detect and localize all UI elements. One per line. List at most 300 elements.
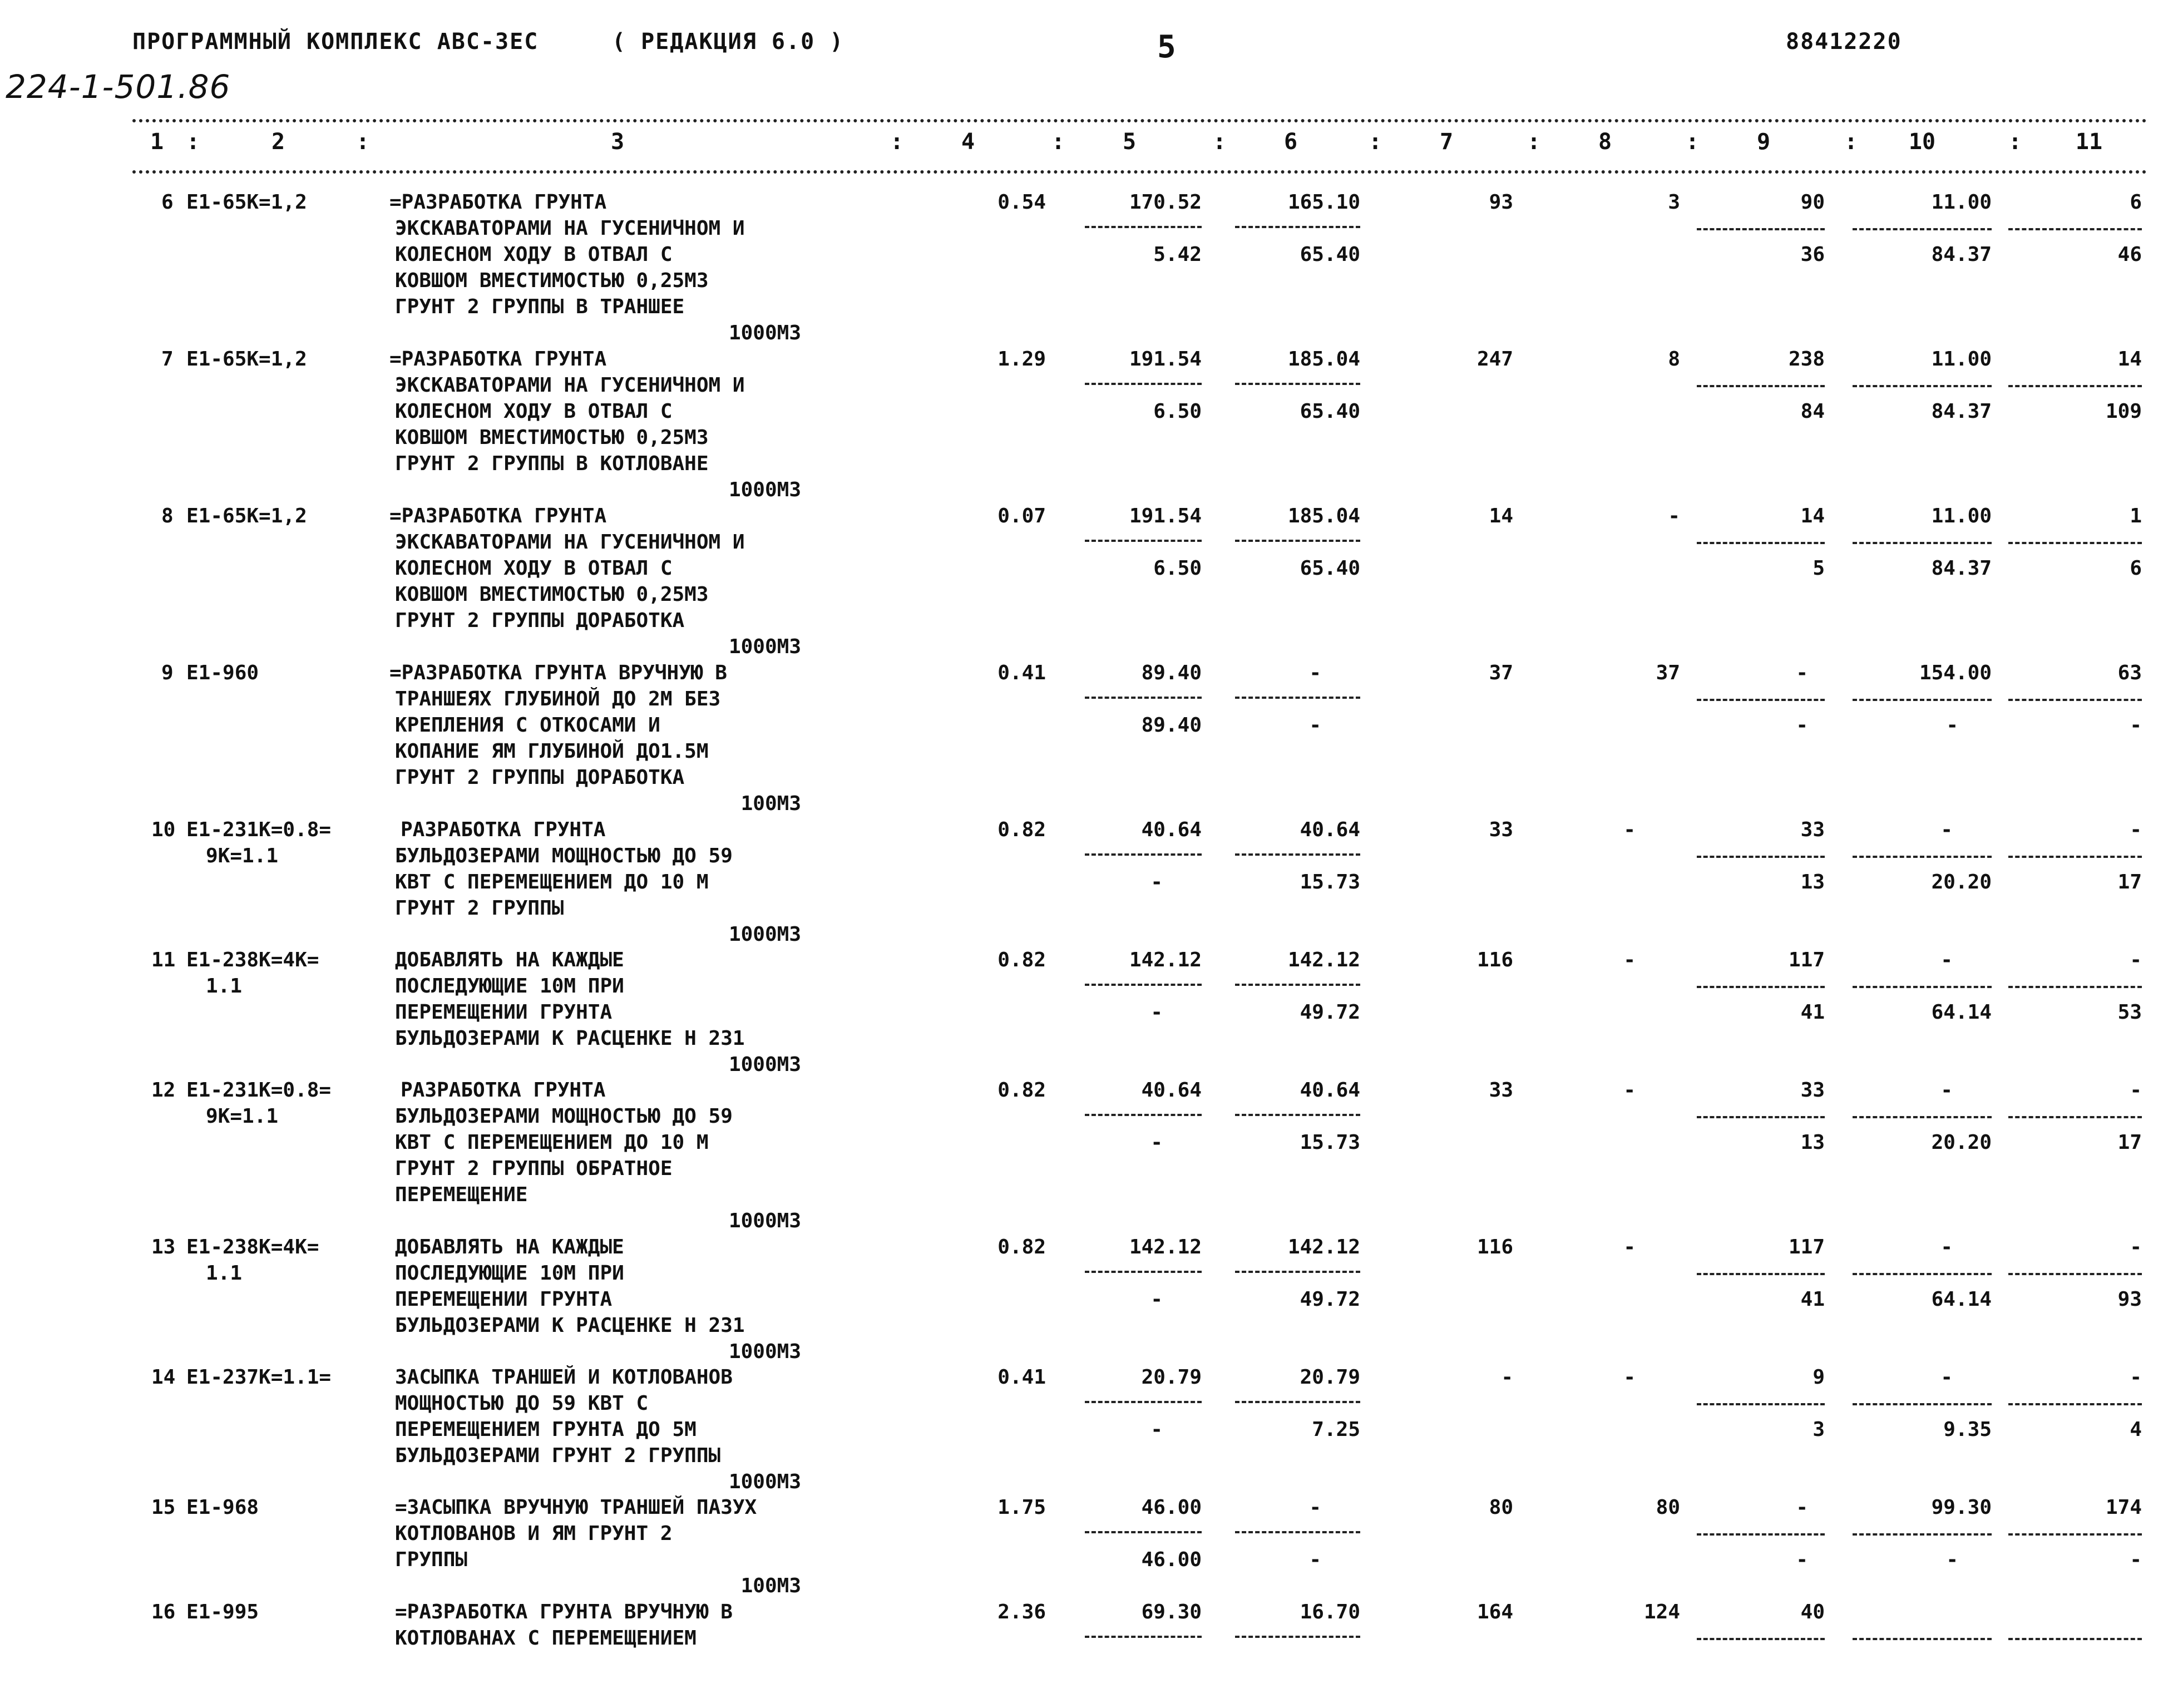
col5-subvalue: - xyxy=(1150,1418,1163,1441)
col6-value: 185.04 xyxy=(1287,348,1360,371)
col7-value: 116 xyxy=(1476,949,1513,971)
work-description: КОЛЕСНОМ ХОДУ В ОТВАЛ С xyxy=(395,400,673,423)
work-description: КОПАНИЕ ЯМ ГЛУБИНОЙ ДО1.5М xyxy=(395,740,709,763)
dash-separator xyxy=(1697,986,1825,988)
col10-value: 11.00 xyxy=(1931,505,1992,527)
col11-value: 174 xyxy=(2105,1496,2142,1519)
rate-code: Е1-238К=4К= xyxy=(186,1236,319,1258)
dash-separator xyxy=(2008,1533,2142,1536)
work-description: ЭКСКАВАТОРАМИ НА ГУСЕНИЧНОМ И xyxy=(395,374,745,397)
work-description: БУЛЬДОЗЕРАМИ МОЩНОСТЬЮ ДО 59 xyxy=(395,1105,733,1128)
quantity-cell: 0.41 xyxy=(997,662,1046,684)
col11-subvalue: 17 xyxy=(2117,1131,2142,1154)
col9-subvalue: 13 xyxy=(1800,1131,1825,1154)
dash-separator xyxy=(2008,1273,2142,1275)
dash-separator xyxy=(1853,1638,1992,1640)
dash-separator xyxy=(2008,385,2142,387)
col9-value: - xyxy=(1796,662,1808,684)
col6-subvalue: 65.40 xyxy=(1300,557,1360,580)
col11-subvalue: 17 xyxy=(2117,871,2142,894)
rate-code: 1.1 xyxy=(206,975,243,998)
col5-value: 40.64 xyxy=(1141,1079,1202,1102)
col6-subvalue: 65.40 xyxy=(1300,243,1360,266)
col6-value: 142.12 xyxy=(1287,949,1360,971)
col8-value: 3 xyxy=(1668,191,1680,214)
col9-value: 33 xyxy=(1800,1079,1825,1102)
rate-code: Е1-995 xyxy=(186,1601,259,1623)
col10-subvalue: 84.37 xyxy=(1931,400,1992,423)
col11-value: 1 xyxy=(2130,505,2142,527)
work-description: КОВШОМ ВМЕСТИМОСТЬЮ 0,25М3 xyxy=(395,269,709,292)
work-description: КВТ С ПЕРЕМЕЩЕНИЕМ ДО 10 М xyxy=(395,871,709,894)
col5-value: 170.52 xyxy=(1129,191,1202,214)
col7-value: 80 xyxy=(1489,1496,1513,1519)
dash-separator xyxy=(2008,856,2142,858)
col10-subvalue: - xyxy=(1946,1548,1958,1571)
col-5-header: 5 xyxy=(1122,129,1137,155)
row-number: 11 xyxy=(151,949,176,971)
unit-of-measure: 100М3 xyxy=(740,792,801,815)
work-description: ПЕРЕМЕЩЕНИЕМ ГРУНТА ДО 5М xyxy=(395,1418,697,1441)
dash-separator xyxy=(1697,856,1825,858)
col-7-header: 7 xyxy=(1439,129,1454,155)
quantity-cell: 0.54 xyxy=(997,191,1046,214)
col9-value: - xyxy=(1796,1496,1808,1519)
col-1-header: 1 xyxy=(150,129,164,155)
dash-separator xyxy=(1235,226,1360,228)
col9-value: 238 xyxy=(1788,348,1825,371)
col9-value: 33 xyxy=(1800,818,1825,841)
dash-separator xyxy=(1235,383,1360,385)
col-9-header: 9 xyxy=(1756,129,1771,155)
col6-value: 16.70 xyxy=(1300,1601,1360,1623)
col6-value: 185.04 xyxy=(1287,505,1360,527)
unit-of-measure: 100М3 xyxy=(740,1574,801,1597)
col-6-header: 6 xyxy=(1283,129,1298,155)
work-description: РАЗРАБОТКА ГРУНТА xyxy=(401,1079,606,1102)
col10-value: - xyxy=(1940,1366,1953,1389)
work-description: ГРУНТ 2 ГРУППЫ ОБРАТНОЕ xyxy=(395,1157,673,1180)
header-bottom-rule xyxy=(132,170,2147,174)
col7-value: 14 xyxy=(1489,505,1513,527)
dash-separator xyxy=(1697,1638,1825,1640)
work-description: ЭКСКАВАТОРАМИ НА ГУСЕНИЧНОМ И xyxy=(395,217,745,240)
work-description: =РАЗРАБОТКА ГРУНТА xyxy=(389,505,607,527)
col6-subvalue: - xyxy=(1309,714,1321,737)
quantity-cell: 1.29 xyxy=(997,348,1046,371)
col9-subvalue: 84 xyxy=(1800,400,1825,423)
col10-value: 154.00 xyxy=(1919,662,1992,684)
work-description: ГРУНТ 2 ГРУППЫ ДОРАБОТКА xyxy=(395,766,685,789)
col11-value: 63 xyxy=(2117,662,2142,684)
dash-separator xyxy=(1085,1114,1202,1116)
unit-of-measure: 1000М3 xyxy=(728,635,801,658)
work-description: КРЕПЛЕНИЯ С ОТКОСАМИ И xyxy=(395,714,660,737)
col7-value: 93 xyxy=(1489,191,1513,214)
rate-code: 9К=1.1 xyxy=(206,845,279,867)
col7-value: - xyxy=(1501,1366,1513,1389)
dash-separator xyxy=(1085,1636,1202,1638)
work-description: ПЕРЕМЕЩЕНИЕ xyxy=(395,1183,528,1206)
dash-separator xyxy=(1697,1273,1825,1275)
work-description: =РАЗРАБОТКА ГРУНТА xyxy=(389,348,607,371)
col10-subvalue: 64.14 xyxy=(1931,1001,1992,1024)
dash-separator xyxy=(1085,1531,1202,1533)
page-number: 5 xyxy=(1157,29,1177,65)
col10-subvalue: 20.20 xyxy=(1931,871,1992,894)
dash-separator xyxy=(1853,856,1992,858)
col-3-header: 3 xyxy=(610,129,625,155)
col6-subvalue: 15.73 xyxy=(1300,871,1360,894)
work-description: БУЛЬДОЗЕРАМИ К РАСЦЕНКЕ Н 231 xyxy=(395,1314,745,1337)
col9-subvalue: 3 xyxy=(1813,1418,1825,1441)
col9-value: 90 xyxy=(1800,191,1825,214)
col7-value: 33 xyxy=(1489,818,1513,841)
dash-separator xyxy=(1853,1533,1992,1536)
work-description: ГРУНТ 2 ГРУППЫ ДОРАБОТКА xyxy=(395,609,685,632)
dash-separator xyxy=(2008,1638,2142,1640)
edition-label: ( РЕДАКЦИЯ 6.0 ) xyxy=(612,29,845,55)
col-2-header: 2 xyxy=(271,129,285,155)
col-separator: : xyxy=(1213,129,1227,155)
unit-of-measure: 1000М3 xyxy=(728,1053,801,1076)
col5-value: 191.54 xyxy=(1129,348,1202,371)
dash-separator xyxy=(2008,1403,2142,1405)
col11-subvalue: - xyxy=(2130,714,2142,737)
work-description: КОЛЕСНОМ ХОДУ В ОТВАЛ С xyxy=(395,243,673,266)
work-description: БУЛЬДОЗЕРАМИ К РАСЦЕНКЕ Н 231 xyxy=(395,1027,745,1050)
work-description: ПЕРЕМЕЩЕНИИ ГРУНТА xyxy=(395,1001,613,1024)
col10-value: - xyxy=(1940,818,1953,841)
dash-separator xyxy=(2008,228,2142,230)
row-number: 7 xyxy=(161,348,174,371)
dash-separator xyxy=(2008,699,2142,701)
work-description: =РАЗРАБОТКА ГРУНТА ВРУЧНУЮ В xyxy=(395,1601,733,1623)
work-description: ПОСЛЕДУЮЩИЕ 10М ПРИ xyxy=(395,1262,624,1285)
col6-value: - xyxy=(1309,1496,1321,1519)
col7-value: 247 xyxy=(1476,348,1513,371)
row-number: 6 xyxy=(161,191,174,214)
col10-subvalue: - xyxy=(1946,714,1958,737)
col-separator: : xyxy=(1844,129,1858,155)
col5-subvalue: - xyxy=(1150,1001,1163,1024)
col11-subvalue: 93 xyxy=(2117,1288,2142,1311)
dash-separator xyxy=(1853,542,1992,544)
work-description: ГРУППЫ xyxy=(395,1548,468,1571)
col7-value: 37 xyxy=(1489,662,1513,684)
col9-subvalue: 13 xyxy=(1800,871,1825,894)
dash-separator xyxy=(1853,385,1992,387)
col11-value: 6 xyxy=(2130,191,2142,214)
col6-subvalue: 7.25 xyxy=(1312,1418,1360,1441)
col7-value: 33 xyxy=(1489,1079,1513,1102)
dash-separator xyxy=(1697,1403,1825,1405)
dash-separator xyxy=(1853,228,1992,230)
work-description: КОЛЕСНОМ ХОДУ В ОТВАЛ С xyxy=(395,557,673,580)
col-separator: : xyxy=(2008,129,2022,155)
col9-value: 40 xyxy=(1800,1601,1825,1623)
col5-subvalue: - xyxy=(1150,1288,1163,1311)
rate-code: Е1-231К=0.8= xyxy=(186,1079,332,1102)
col5-subvalue: 5.42 xyxy=(1153,243,1202,266)
col11-subvalue: 4 xyxy=(2130,1418,2142,1441)
row-number: 16 xyxy=(151,1601,176,1623)
quantity-cell: 0.82 xyxy=(997,949,1046,971)
col11-value: - xyxy=(2130,1079,2142,1102)
col11-subvalue: 6 xyxy=(2130,557,2142,580)
col8-value: - xyxy=(1623,1236,1636,1258)
col5-value: 191.54 xyxy=(1129,505,1202,527)
dash-separator xyxy=(1697,385,1825,387)
quantity-cell: 0.41 xyxy=(997,1366,1046,1389)
rate-code: Е1-960 xyxy=(186,662,259,684)
dash-separator xyxy=(1853,1403,1992,1405)
quantity-cell: 0.82 xyxy=(997,1236,1046,1258)
col6-value: 165.10 xyxy=(1287,191,1360,214)
work-description: БУЛЬДОЗЕРАМИ МОЩНОСТЬЮ ДО 59 xyxy=(395,845,733,867)
dash-separator xyxy=(1085,540,1202,542)
col11-value: - xyxy=(2130,949,2142,971)
row-number: 8 xyxy=(161,505,174,527)
dash-separator xyxy=(1853,699,1992,701)
work-description: КВТ С ПЕРЕМЕЩЕНИЕМ ДО 10 М xyxy=(395,1131,709,1154)
col8-value: - xyxy=(1623,818,1636,841)
col11-subvalue: 46 xyxy=(2117,243,2142,266)
header-top-rule xyxy=(132,119,2147,122)
col7-value: 164 xyxy=(1476,1601,1513,1623)
program-title: ПРОГРАММНЫЙ КОМПЛЕКС АВС-3ЕС xyxy=(132,29,539,55)
dash-separator xyxy=(1235,697,1360,699)
work-description: ПЕРЕМЕЩЕНИИ ГРУНТА xyxy=(395,1288,613,1311)
quantity-cell: 1.75 xyxy=(997,1496,1046,1519)
col10-subvalue: 9.35 xyxy=(1943,1418,1992,1441)
work-description: =РАЗРАБОТКА ГРУНТА ВРУЧНУЮ В xyxy=(389,662,727,684)
col9-value: 117 xyxy=(1788,1236,1825,1258)
col11-value: - xyxy=(2130,1236,2142,1258)
col-separator: : xyxy=(1686,129,1700,155)
work-description: КОВШОМ ВМЕСТИМОСТЬЮ 0,25М3 xyxy=(395,426,709,449)
col11-subvalue: 109 xyxy=(2105,400,2142,423)
work-description: РАЗРАБОТКА ГРУНТА xyxy=(401,818,606,841)
col8-value: 8 xyxy=(1668,348,1680,371)
dash-separator xyxy=(1085,697,1202,699)
work-description: ГРУНТ 2 ГРУППЫ В КОТЛОВАНЕ xyxy=(395,452,709,475)
quantity-cell: 0.07 xyxy=(997,505,1046,527)
col5-value: 40.64 xyxy=(1141,818,1202,841)
work-description: БУЛЬДОЗЕРАМИ ГРУНТ 2 ГРУППЫ xyxy=(395,1444,721,1467)
col5-value: 46.00 xyxy=(1141,1496,1202,1519)
col8-value: 124 xyxy=(1643,1601,1680,1623)
rate-code: Е1-65К=1,2 xyxy=(186,505,307,527)
rate-code: Е1-65К=1,2 xyxy=(186,348,307,371)
dash-separator xyxy=(1085,984,1202,986)
row-number: 14 xyxy=(151,1366,176,1389)
col9-subvalue: 41 xyxy=(1800,1001,1825,1024)
dash-separator xyxy=(1085,383,1202,385)
rate-code: Е1-231К=0.8= xyxy=(186,818,332,841)
dash-separator xyxy=(1853,1273,1992,1275)
col5-value: 142.12 xyxy=(1129,1236,1202,1258)
col9-value: 9 xyxy=(1813,1366,1825,1389)
work-description: ПОСЛЕДУЮЩИЕ 10М ПРИ xyxy=(395,975,624,998)
dash-separator xyxy=(1697,228,1825,230)
col5-subvalue: 46.00 xyxy=(1141,1548,1202,1571)
col10-subvalue: 64.14 xyxy=(1931,1288,1992,1311)
col-separator: : xyxy=(186,129,200,155)
col11-value: 14 xyxy=(2117,348,2142,371)
col6-subvalue: 15.73 xyxy=(1300,1131,1360,1154)
dash-separator xyxy=(1853,986,1992,988)
col5-subvalue: 89.40 xyxy=(1141,714,1202,737)
work-description: ЭКСКАВАТОРАМИ НА ГУСЕНИЧНОМ И xyxy=(395,531,745,554)
work-description: КОТЛОВАНОВ И ЯМ ГРУНТ 2 xyxy=(395,1522,673,1545)
work-description: ГРУНТ 2 ГРУППЫ xyxy=(395,897,564,920)
row-number: 9 xyxy=(161,662,174,684)
rate-code: 9К=1.1 xyxy=(206,1105,279,1128)
unit-of-measure: 1000М3 xyxy=(728,1470,801,1493)
dash-separator xyxy=(1235,1531,1360,1533)
col9-subvalue: 41 xyxy=(1800,1288,1825,1311)
col11-value: - xyxy=(2130,1366,2142,1389)
rate-code: Е1-238К=4К= xyxy=(186,949,319,971)
handwritten-reference: 224-1-501.86 xyxy=(6,68,231,106)
dash-separator xyxy=(1853,1116,1992,1118)
row-number: 10 xyxy=(151,818,176,841)
work-description: КОВШОМ ВМЕСТИМОСТЬЮ 0,25М3 xyxy=(395,583,709,606)
col10-value: 11.00 xyxy=(1931,191,1992,214)
dash-separator xyxy=(1697,1116,1825,1118)
col8-value: - xyxy=(1623,1366,1636,1389)
dash-separator xyxy=(1085,853,1202,856)
col9-subvalue: - xyxy=(1796,1548,1808,1571)
col6-subvalue: 65.40 xyxy=(1300,400,1360,423)
col-4-header: 4 xyxy=(961,129,975,155)
col10-subvalue: 20.20 xyxy=(1931,1131,1992,1154)
dash-separator xyxy=(2008,1116,2142,1118)
rate-code: Е1-968 xyxy=(186,1496,259,1519)
col6-subvalue: 49.72 xyxy=(1300,1001,1360,1024)
work-description: ДОБАВЛЯТЬ НА КАЖДЫЕ xyxy=(395,1236,624,1258)
col-10-header: 10 xyxy=(1908,129,1936,155)
col6-subvalue: 49.72 xyxy=(1300,1288,1360,1311)
dash-separator xyxy=(2008,986,2142,988)
col6-value: 20.79 xyxy=(1300,1366,1360,1389)
col9-value: 14 xyxy=(1800,505,1825,527)
work-description: ДОБАВЛЯТЬ НА КАЖДЫЕ xyxy=(395,949,624,971)
col5-value: 142.12 xyxy=(1129,949,1202,971)
quantity-cell: 2.36 xyxy=(997,1601,1046,1623)
dash-separator xyxy=(1235,1636,1360,1638)
unit-of-measure: 1000М3 xyxy=(728,923,801,946)
col-separator: : xyxy=(1051,129,1065,155)
col-8-header: 8 xyxy=(1598,129,1612,155)
col11-subvalue: 53 xyxy=(2117,1001,2142,1024)
col9-subvalue: 36 xyxy=(1800,243,1825,266)
col8-value: - xyxy=(1623,949,1636,971)
quantity-cell: 0.82 xyxy=(997,818,1046,841)
dash-separator xyxy=(1085,226,1202,228)
rate-code: Е1-65К=1,2 xyxy=(186,191,307,214)
dash-separator xyxy=(1697,1533,1825,1536)
row-number: 13 xyxy=(151,1236,176,1258)
work-description: =ЗАСЫПКА ВРУЧНУЮ ТРАНШЕЙ ПАЗУХ xyxy=(395,1496,757,1519)
col7-value: 116 xyxy=(1476,1236,1513,1258)
dash-separator xyxy=(1697,542,1825,544)
col5-value: 69.30 xyxy=(1141,1601,1202,1623)
col10-value: 11.00 xyxy=(1931,348,1992,371)
col10-value: 99.30 xyxy=(1931,1496,1992,1519)
work-description: ТРАНШЕЯХ ГЛУБИНОЙ ДО 2М БЕЗ xyxy=(395,688,721,710)
col11-subvalue: - xyxy=(2130,1548,2142,1571)
col9-subvalue: - xyxy=(1796,714,1808,737)
dash-separator xyxy=(1235,1114,1360,1116)
col6-value: 40.64 xyxy=(1300,1079,1360,1102)
rate-code: Е1-237К=1.1= xyxy=(186,1366,332,1389)
col10-subvalue: 84.37 xyxy=(1931,557,1992,580)
col5-value: 20.79 xyxy=(1141,1366,1202,1389)
dash-separator xyxy=(1235,540,1360,542)
col8-value: - xyxy=(1623,1079,1636,1102)
col5-subvalue: 6.50 xyxy=(1153,557,1202,580)
col5-subvalue: - xyxy=(1150,871,1163,894)
col8-value: - xyxy=(1668,505,1680,527)
col8-value: 37 xyxy=(1656,662,1680,684)
row-number: 15 xyxy=(151,1496,176,1519)
dash-separator xyxy=(1085,1271,1202,1273)
col6-value: - xyxy=(1309,662,1321,684)
dash-separator xyxy=(1235,853,1360,856)
col6-value: 142.12 xyxy=(1287,1236,1360,1258)
work-description: МОЩНОСТЬЮ ДО 59 КВТ С xyxy=(395,1392,649,1415)
col6-value: 40.64 xyxy=(1300,818,1360,841)
rate-code: 1.1 xyxy=(206,1262,243,1285)
col5-subvalue: 6.50 xyxy=(1153,400,1202,423)
dash-separator xyxy=(1085,1401,1202,1403)
col10-subvalue: 84.37 xyxy=(1931,243,1992,266)
document-code: 88412220 xyxy=(1786,29,1902,55)
col-11-header: 11 xyxy=(2075,129,2103,155)
col9-value: 117 xyxy=(1788,949,1825,971)
quantity-cell: 0.82 xyxy=(997,1079,1046,1102)
unit-of-measure: 1000М3 xyxy=(728,1340,801,1363)
dash-separator xyxy=(1235,1271,1360,1273)
unit-of-measure: 1000М3 xyxy=(728,1210,801,1232)
col-separator: : xyxy=(1369,129,1382,155)
dash-separator xyxy=(1235,1401,1360,1403)
col10-value: - xyxy=(1940,1079,1953,1102)
col10-value: - xyxy=(1940,949,1953,971)
row-number: 12 xyxy=(151,1079,176,1102)
col10-value: - xyxy=(1940,1236,1953,1258)
dash-separator xyxy=(1697,699,1825,701)
col5-value: 89.40 xyxy=(1141,662,1202,684)
work-description: ГРУНТ 2 ГРУППЫ В ТРАНШЕЕ xyxy=(395,295,685,318)
col-separator: : xyxy=(356,129,370,155)
unit-of-measure: 1000М3 xyxy=(728,478,801,501)
col6-subvalue: - xyxy=(1309,1548,1321,1571)
work-description: ЗАСЫПКА ТРАНШЕЙ И КОТЛОВАНОВ xyxy=(395,1366,733,1389)
col-separator: : xyxy=(1527,129,1541,155)
dash-separator xyxy=(1235,984,1360,986)
col8-value: 80 xyxy=(1656,1496,1680,1519)
dash-separator xyxy=(2008,542,2142,544)
work-description: КОТЛОВАНАХ С ПЕРЕМЕЩЕНИЕМ xyxy=(395,1627,697,1650)
unit-of-measure: 1000М3 xyxy=(728,322,801,344)
col5-subvalue: - xyxy=(1150,1131,1163,1154)
col9-subvalue: 5 xyxy=(1813,557,1825,580)
col11-value: - xyxy=(2130,818,2142,841)
work-description: =РАЗРАБОТКА ГРУНТА xyxy=(389,191,607,214)
